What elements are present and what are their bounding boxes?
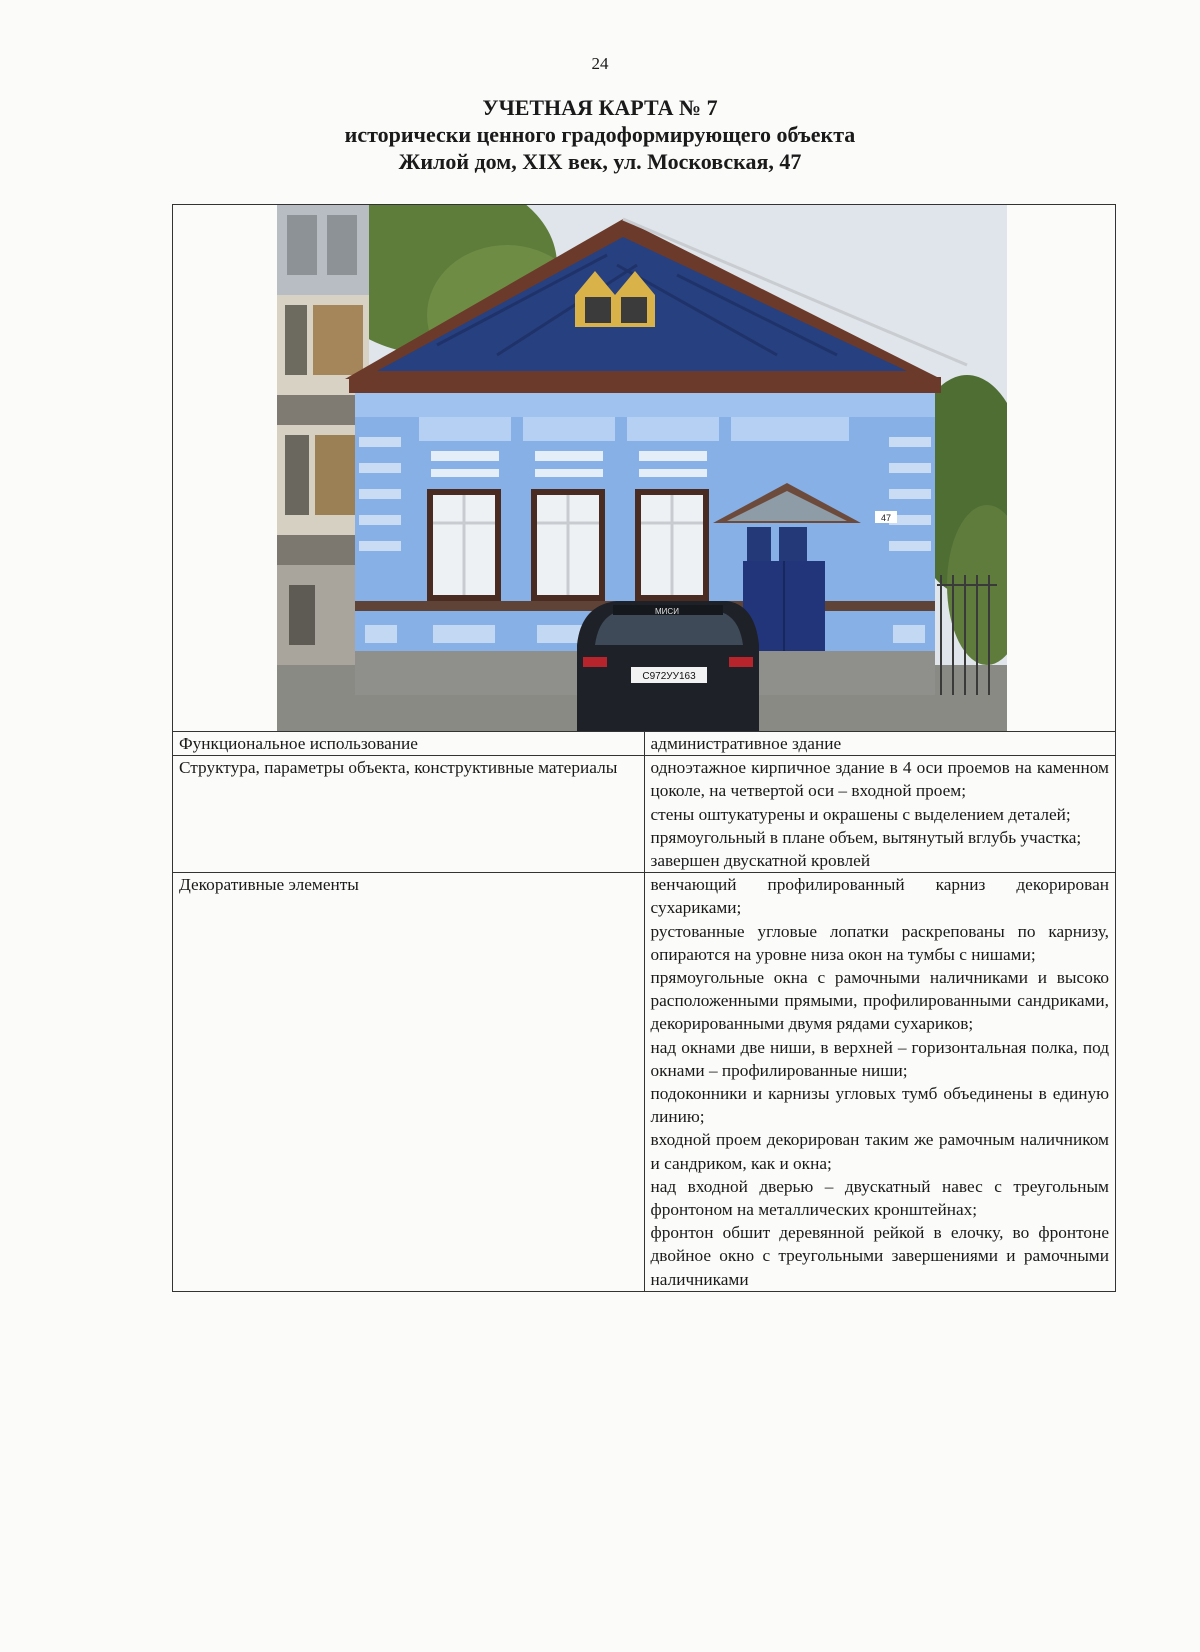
row-label-structure: Структура, параметры объекта, конструктивные материалы: [173, 756, 645, 873]
row-value-structure: [644, 756, 1116, 873]
row-label-function: Функциональное использование: [173, 732, 645, 756]
table-row: [173, 732, 1116, 756]
registration-card-table: [172, 204, 1116, 1292]
table-row: [173, 873, 1116, 1292]
value-paragraph: прямоугольный в плане объем, вытянутый вглубь участка;: [650, 827, 1082, 847]
car-banner: МИСИ: [655, 607, 679, 616]
row-label-decor: Декоративные элементы: [173, 873, 645, 1292]
photo-cell: [173, 205, 1116, 732]
card-header: [0, 94, 1200, 175]
value-paragraph: входной проем декорирован таким же рамочным наличником и сандриком, как и окна;: [650, 1130, 1109, 1173]
value-paragraph: над окнами две ниши, в верхней – горизонтальная полка, под окнами – профилированные ниши;: [650, 1037, 1109, 1080]
value-paragraph: венчающий профилированный карниз декорирован сухариками;: [650, 875, 1109, 918]
row-value-function: [644, 732, 1116, 756]
value-paragraph: подоконники и карнизы угловых тумб объединены в единую линию;: [650, 1084, 1109, 1127]
value-paragraph: стены оштукатурены и окрашены с выделением деталей;: [650, 804, 1071, 824]
card-subtitle: исторически ценного градоформирующего объекта: [344, 122, 856, 147]
row-value-decor: [644, 873, 1116, 1292]
parked-car: [577, 601, 759, 731]
car-license-plate: С972УУ163: [642, 671, 696, 682]
value-paragraph: рустованные угловые лопатки раскрепованы по карнизу, опираются на уровне низа окон на тумбы с нишами;: [650, 921, 1109, 964]
object-name: Жилой дом, XIX век, ул. Московская, 47: [398, 149, 802, 174]
page-number: 24: [591, 54, 609, 73]
building-photo: [277, 205, 1007, 731]
value-paragraph: фронтон обшит деревянной рейкой в елочку, во фронтоне двойное окно с треугольными завершениями и рамочными наличниками: [650, 1223, 1109, 1289]
facade-windows: [427, 489, 709, 601]
value-paragraph: административное здание: [650, 734, 842, 753]
value-paragraph: одноэтажное кирпичное здание в 4 оси проемов на каменном цоколе, на четвертой оси – входной проем;: [650, 758, 1109, 801]
card-title: УЧЕТНАЯ КАРТА № 7: [482, 95, 718, 120]
value-paragraph: над входной дверью – двускатный навес с треугольным фронтоном на металлических кронштейнах;: [650, 1176, 1109, 1220]
value-paragraph: прямоугольные окна с рамочными наличниками и высоко расположенными прямыми, профилированными сандриками, декорированными двумя рядами сухариков;: [650, 968, 1109, 1034]
house-number-plate: 47: [880, 513, 892, 523]
value-paragraph: завершен двускатной кровлей: [650, 851, 871, 871]
table-row: [173, 756, 1116, 873]
